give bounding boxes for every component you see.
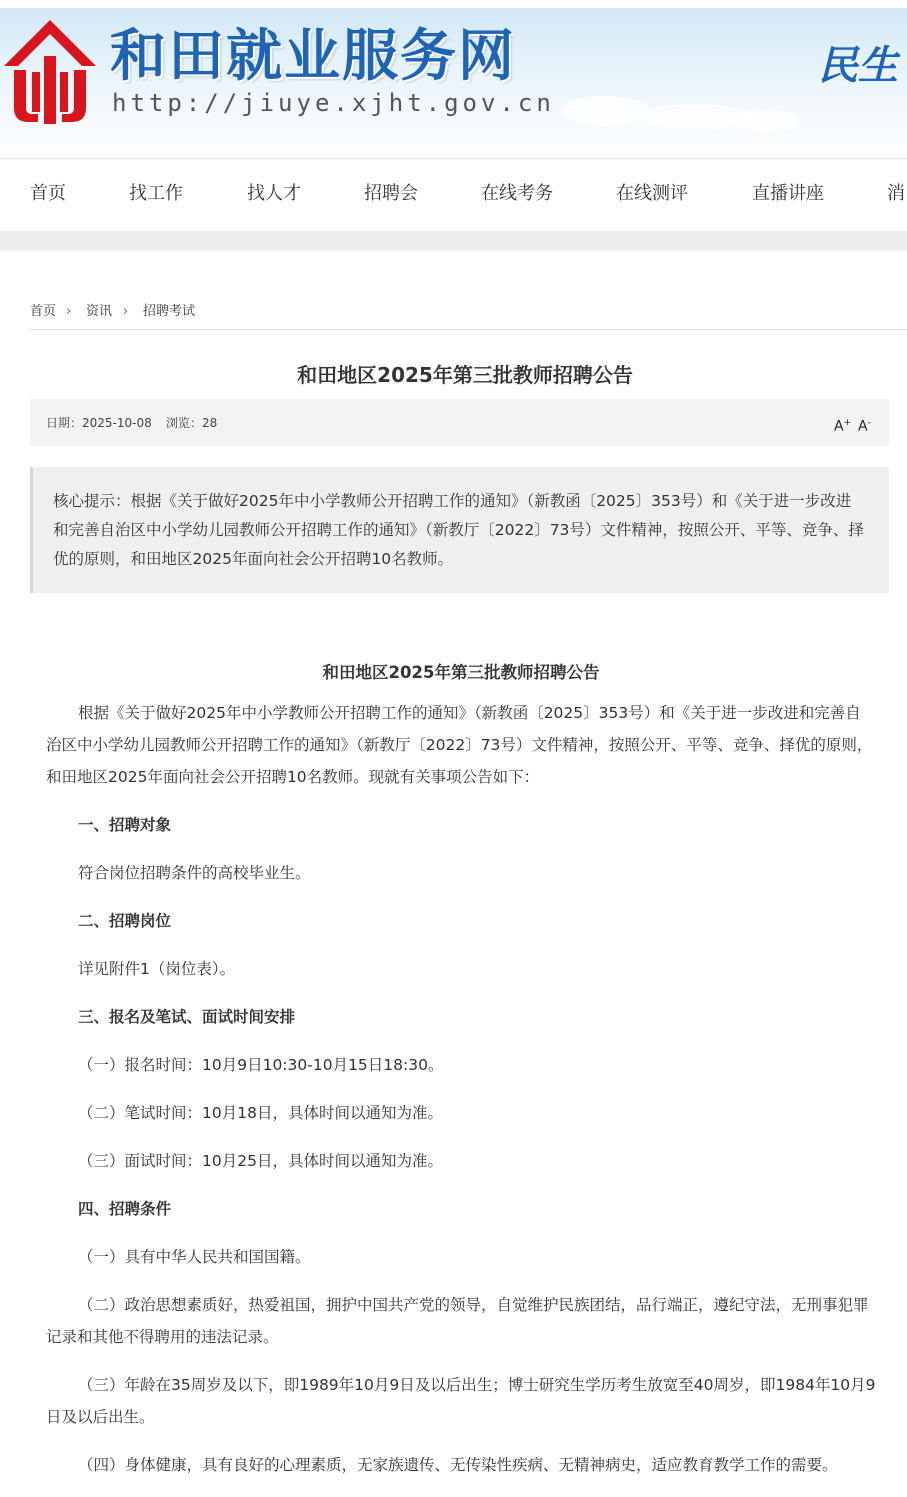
article-views: 浏览：28 [166, 416, 218, 430]
font-increase-button[interactable] [834, 413, 851, 437]
nav-item-job-fair[interactable]: 招聘会 [364, 183, 418, 204]
breadcrumb-home[interactable]: 首页 [30, 304, 57, 319]
breadcrumb-news[interactable]: 资讯 [86, 304, 113, 319]
section-heading: 一、招聘对象 [78, 816, 172, 834]
article-body [46, 655, 876, 1497]
site-logo-icon[interactable] [0, 16, 100, 124]
cloud-decoration [730, 110, 800, 132]
main-nav [0, 158, 907, 231]
article-summary: 核心提示：根据《关于做好2025年中小学教师公开招聘工作的通知》（新教函〔2025〕353号）和《关于进一步改进和完善自治区中小学幼儿园教师公开招聘工作的通知》（新教厅〔2022〕73号）文件精神，按照公开、平等、竞争、择优的原则，和田地区2025年面向社会公开招聘10名教师。 [30, 467, 889, 593]
header-top-border [0, 0, 907, 8]
section-text: 符合岗位招聘条件的高校毕业生。 [78, 864, 311, 882]
content-divider [30, 329, 907, 330]
section-text: 详见附件1（岗位表）。 [78, 960, 236, 978]
nav-item-find-talent[interactable]: 找人才 [247, 183, 301, 204]
nav-item-home[interactable]: 首页 [30, 183, 66, 204]
section-heading: 三、报名及笔试、面试时间安排 [78, 1008, 296, 1026]
nav-item-more[interactable]: 消 [887, 183, 905, 204]
section-item: （一）具有中华人民共和国国籍。 [78, 1248, 311, 1266]
section-item: （四）身体健康，具有良好的心理素质，无家族遗传、无传染性疾病、无精神病史，适应教育教学工作的需要。 [78, 1456, 838, 1474]
minus-icon: - [867, 418, 871, 428]
article-body-title: 和田地区2025年第三批教师招聘公告 [322, 663, 600, 682]
section-item: （一）报名时间：10月9日10:30-10月15日18:30。 [78, 1056, 444, 1074]
breadcrumb-recruitment-exam[interactable]: 招聘考试 [143, 304, 196, 319]
nav-item-find-job[interactable]: 找工作 [129, 183, 183, 204]
chevron-right-icon: › [123, 304, 129, 319]
chevron-right-icon: › [66, 304, 72, 319]
article-meta-bar [30, 399, 889, 446]
section-item: （三）年龄在35周岁及以下，即1989年10月9日及以后出生；博士研究生学历考生放宽至40周岁，即1984年10月9日及以后出生。 [46, 1376, 876, 1426]
font-decrease-label: A [858, 418, 868, 435]
plus-icon: + [843, 418, 852, 428]
nav-bottom-band [0, 231, 907, 251]
section-heading: 二、招聘岗位 [78, 912, 172, 930]
article-intro: 根据《关于做好2025年中小学教师公开招聘工作的通知》（新教函〔2025〕353号）和《关于进一步改进和完善自治区中小学幼儿园教师公开招聘工作的通知》（新教厅〔2022〕73号）文件精神，按照公开、平等、竞争、择优的原则，和田地区2025年面向社会公开招聘10名教师。现就有关事项公告如下： [46, 704, 873, 786]
article-title: 和田地区2025年第三批教师招聘公告 [297, 363, 633, 387]
section-item: （三）面试时间：10月25日，具体时间以通知为准。 [78, 1152, 443, 1170]
breadcrumb [0, 251, 907, 351]
section-item: （二）笔试时间：10月18日，具体时间以通知为准。 [78, 1104, 443, 1122]
site-url: http://jiuye.xjht.gov.cn [112, 89, 555, 117]
font-increase-label: A [834, 418, 844, 435]
cloud-decoration [560, 96, 650, 126]
font-decrease-button[interactable] [858, 413, 871, 437]
article-date: 日期：2025-10-08 [46, 416, 152, 430]
site-name: 和田就业服务网 [110, 23, 516, 89]
nav-item-online-exam[interactable]: 在线考务 [481, 183, 553, 204]
header-slogan: 民生 [818, 42, 898, 89]
site-header [0, 0, 907, 158]
nav-item-live-lecture[interactable]: 直播讲座 [752, 183, 824, 204]
section-heading: 四、招聘条件 [78, 1200, 172, 1218]
section-item: （二）政治思想素质好，热爱祖国，拥护中国共产党的领导，自觉维护民族团结，品行端正，遵纪守法，无刑事犯罪记录和其他不得聘用的违法记录。 [46, 1296, 869, 1346]
nav-item-online-assessment[interactable]: 在线测评 [616, 183, 688, 204]
